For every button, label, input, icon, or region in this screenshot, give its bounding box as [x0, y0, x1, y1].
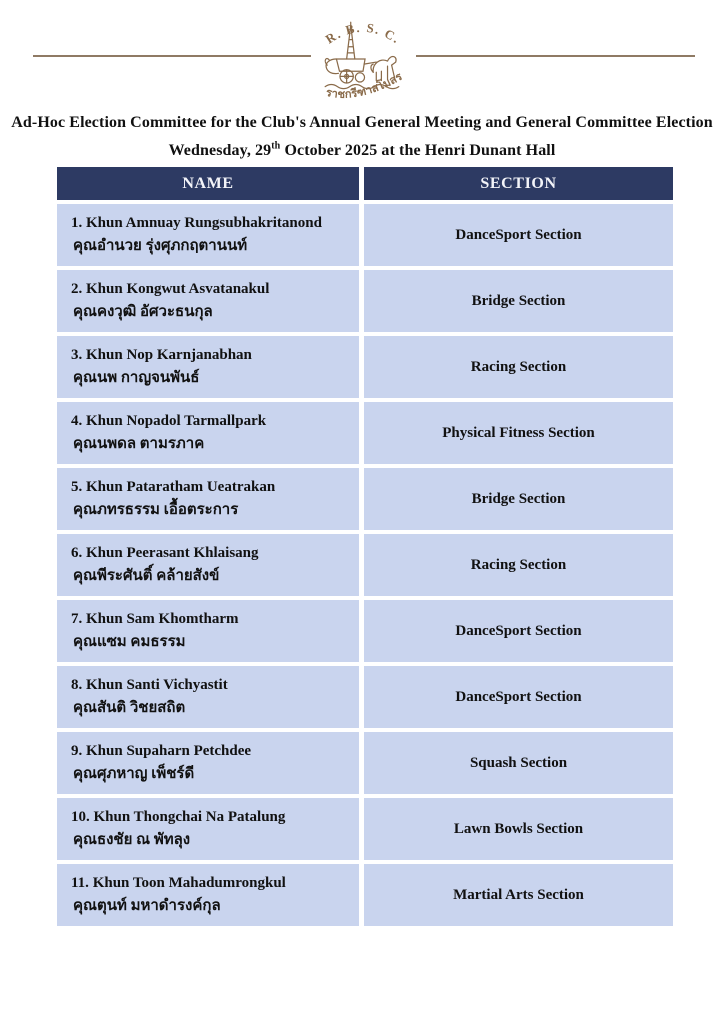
member-name-en-line — [71, 808, 353, 826]
date-suffix: October 2025 at the Henri Dunant Hall — [280, 142, 556, 159]
member-name-en: Khun Peerasant Khlaisang — [86, 545, 259, 561]
member-name-th: คุณภทรธรรม เอื้อตระการ — [73, 502, 239, 518]
member-name-th: คุณอำนวย รุ่งศุภกฤตานนท์ — [73, 238, 248, 254]
document-subtitle-date — [0, 140, 724, 162]
name-cell — [57, 204, 359, 266]
member-name-th: คุณสันติ วิชยสถิต — [73, 700, 186, 716]
member-name-en-line — [71, 874, 353, 892]
date-ordinal-superscript: th — [271, 140, 281, 152]
member-name-en: Khun Thongchai Na Patalung — [93, 809, 286, 825]
section-cell: Squash Section — [364, 732, 673, 794]
member-name-en: Khun Nop Karnjanabhan — [86, 347, 252, 363]
member-name-en-line — [71, 478, 353, 496]
table-row — [57, 468, 673, 530]
section-cell: DanceSport Section — [364, 600, 673, 662]
table-row — [57, 864, 673, 926]
section-cell: Racing Section — [364, 534, 673, 596]
name-cell — [57, 534, 359, 596]
section-cell: DanceSport Section — [364, 666, 673, 728]
table-row — [57, 204, 673, 266]
member-name-th: คุณคงวุฒิ อัศวะธนกุล — [73, 304, 213, 320]
member-name-th: คุณนพดล ตามรภาค — [73, 436, 205, 452]
table-row — [57, 798, 673, 860]
member-name-en-line — [71, 676, 353, 694]
table-row — [57, 732, 673, 794]
member-name-th: คุณนพ กาญจนพันธ์ — [73, 370, 200, 386]
name-cell — [57, 600, 359, 662]
member-name-th: คุณธงชัย ณ พัทลุง — [73, 832, 191, 848]
name-cell — [57, 336, 359, 398]
member-name-th: คุณตุนท์ มหาดำรงค์กุล — [73, 898, 221, 914]
member-name-en: Khun Kongwut Asvatanakul — [86, 281, 270, 297]
row-number: 5. — [71, 479, 83, 495]
row-number: 8. — [71, 677, 83, 693]
table-row — [57, 336, 673, 398]
name-cell — [57, 468, 359, 530]
member-name-en-line — [71, 280, 353, 298]
row-number: 7. — [71, 611, 83, 627]
rbsc-thai-name-arc: ราชกรีฑาสโมสร — [324, 70, 405, 101]
row-number: 11. — [71, 875, 89, 891]
section-cell: Racing Section — [364, 336, 673, 398]
table-row — [57, 666, 673, 728]
committee-table — [57, 167, 673, 926]
member-name-en-line — [71, 346, 353, 364]
table-row — [57, 600, 673, 662]
section-cell: Bridge Section — [364, 270, 673, 332]
member-name-th: คุณพีระศันติ์ คล้ายสังข์ — [73, 568, 220, 584]
member-name-en-line — [71, 610, 353, 628]
name-cell — [57, 732, 359, 794]
table-body — [57, 204, 673, 926]
member-name-en: Khun Sam Khomtharm — [86, 611, 239, 627]
member-name-en: Khun Santi Vichyastit — [86, 677, 228, 693]
rbsc-initials-arc: R. B. S. C. — [323, 20, 404, 47]
section-cell: Physical Fitness Section — [364, 402, 673, 464]
row-number: 6. — [71, 545, 83, 561]
member-name-en: Khun Amnuay Rungsubhakritanond — [86, 215, 322, 231]
name-cell — [57, 402, 359, 464]
member-name-en: Khun Pataratham Ueatrakan — [86, 479, 276, 495]
row-number: 1. — [71, 215, 83, 231]
member-name-th: คุณแซม คมธรรม — [73, 634, 186, 650]
member-name-en-line — [71, 742, 353, 760]
column-header-section: SECTION — [364, 167, 673, 200]
section-cell: Lawn Bowls Section — [364, 798, 673, 860]
row-number: 4. — [71, 413, 83, 429]
name-cell — [57, 798, 359, 860]
section-cell: Bridge Section — [364, 468, 673, 530]
document-title: Ad-Hoc Election Committee for the Club's Annual General Meeting and General Committee Election — [11, 114, 713, 131]
row-number: 3. — [71, 347, 83, 363]
name-cell — [57, 864, 359, 926]
member-name-en-line — [71, 412, 353, 430]
row-number: 2. — [71, 281, 83, 297]
date-prefix: Wednesday, 29 — [168, 142, 272, 159]
member-name-th: คุณศุภหาญ เพ็ชร์ดี — [73, 766, 195, 782]
member-name-en-line — [71, 214, 353, 232]
table-header-row — [57, 167, 673, 200]
row-number: 9. — [71, 743, 83, 759]
rbsc-logo — [317, 14, 409, 104]
name-cell — [57, 666, 359, 728]
table-row — [57, 402, 673, 464]
table-row — [57, 270, 673, 332]
letterhead-rule-right — [416, 55, 695, 57]
name-cell — [57, 270, 359, 332]
section-cell: DanceSport Section — [364, 204, 673, 266]
member-name-en: Khun Supaharn Petchdee — [86, 743, 252, 759]
member-name-en: Khun Toon Mahadumrongkul — [92, 875, 286, 891]
table-row — [57, 534, 673, 596]
member-name-en: Khun Nopadol Tarmallpark — [86, 413, 267, 429]
column-header-name: NAME — [57, 167, 359, 200]
row-number: 10. — [71, 809, 90, 825]
letterhead-rule-left — [33, 55, 311, 57]
member-name-en-line — [71, 544, 353, 562]
section-cell: Martial Arts Section — [364, 864, 673, 926]
